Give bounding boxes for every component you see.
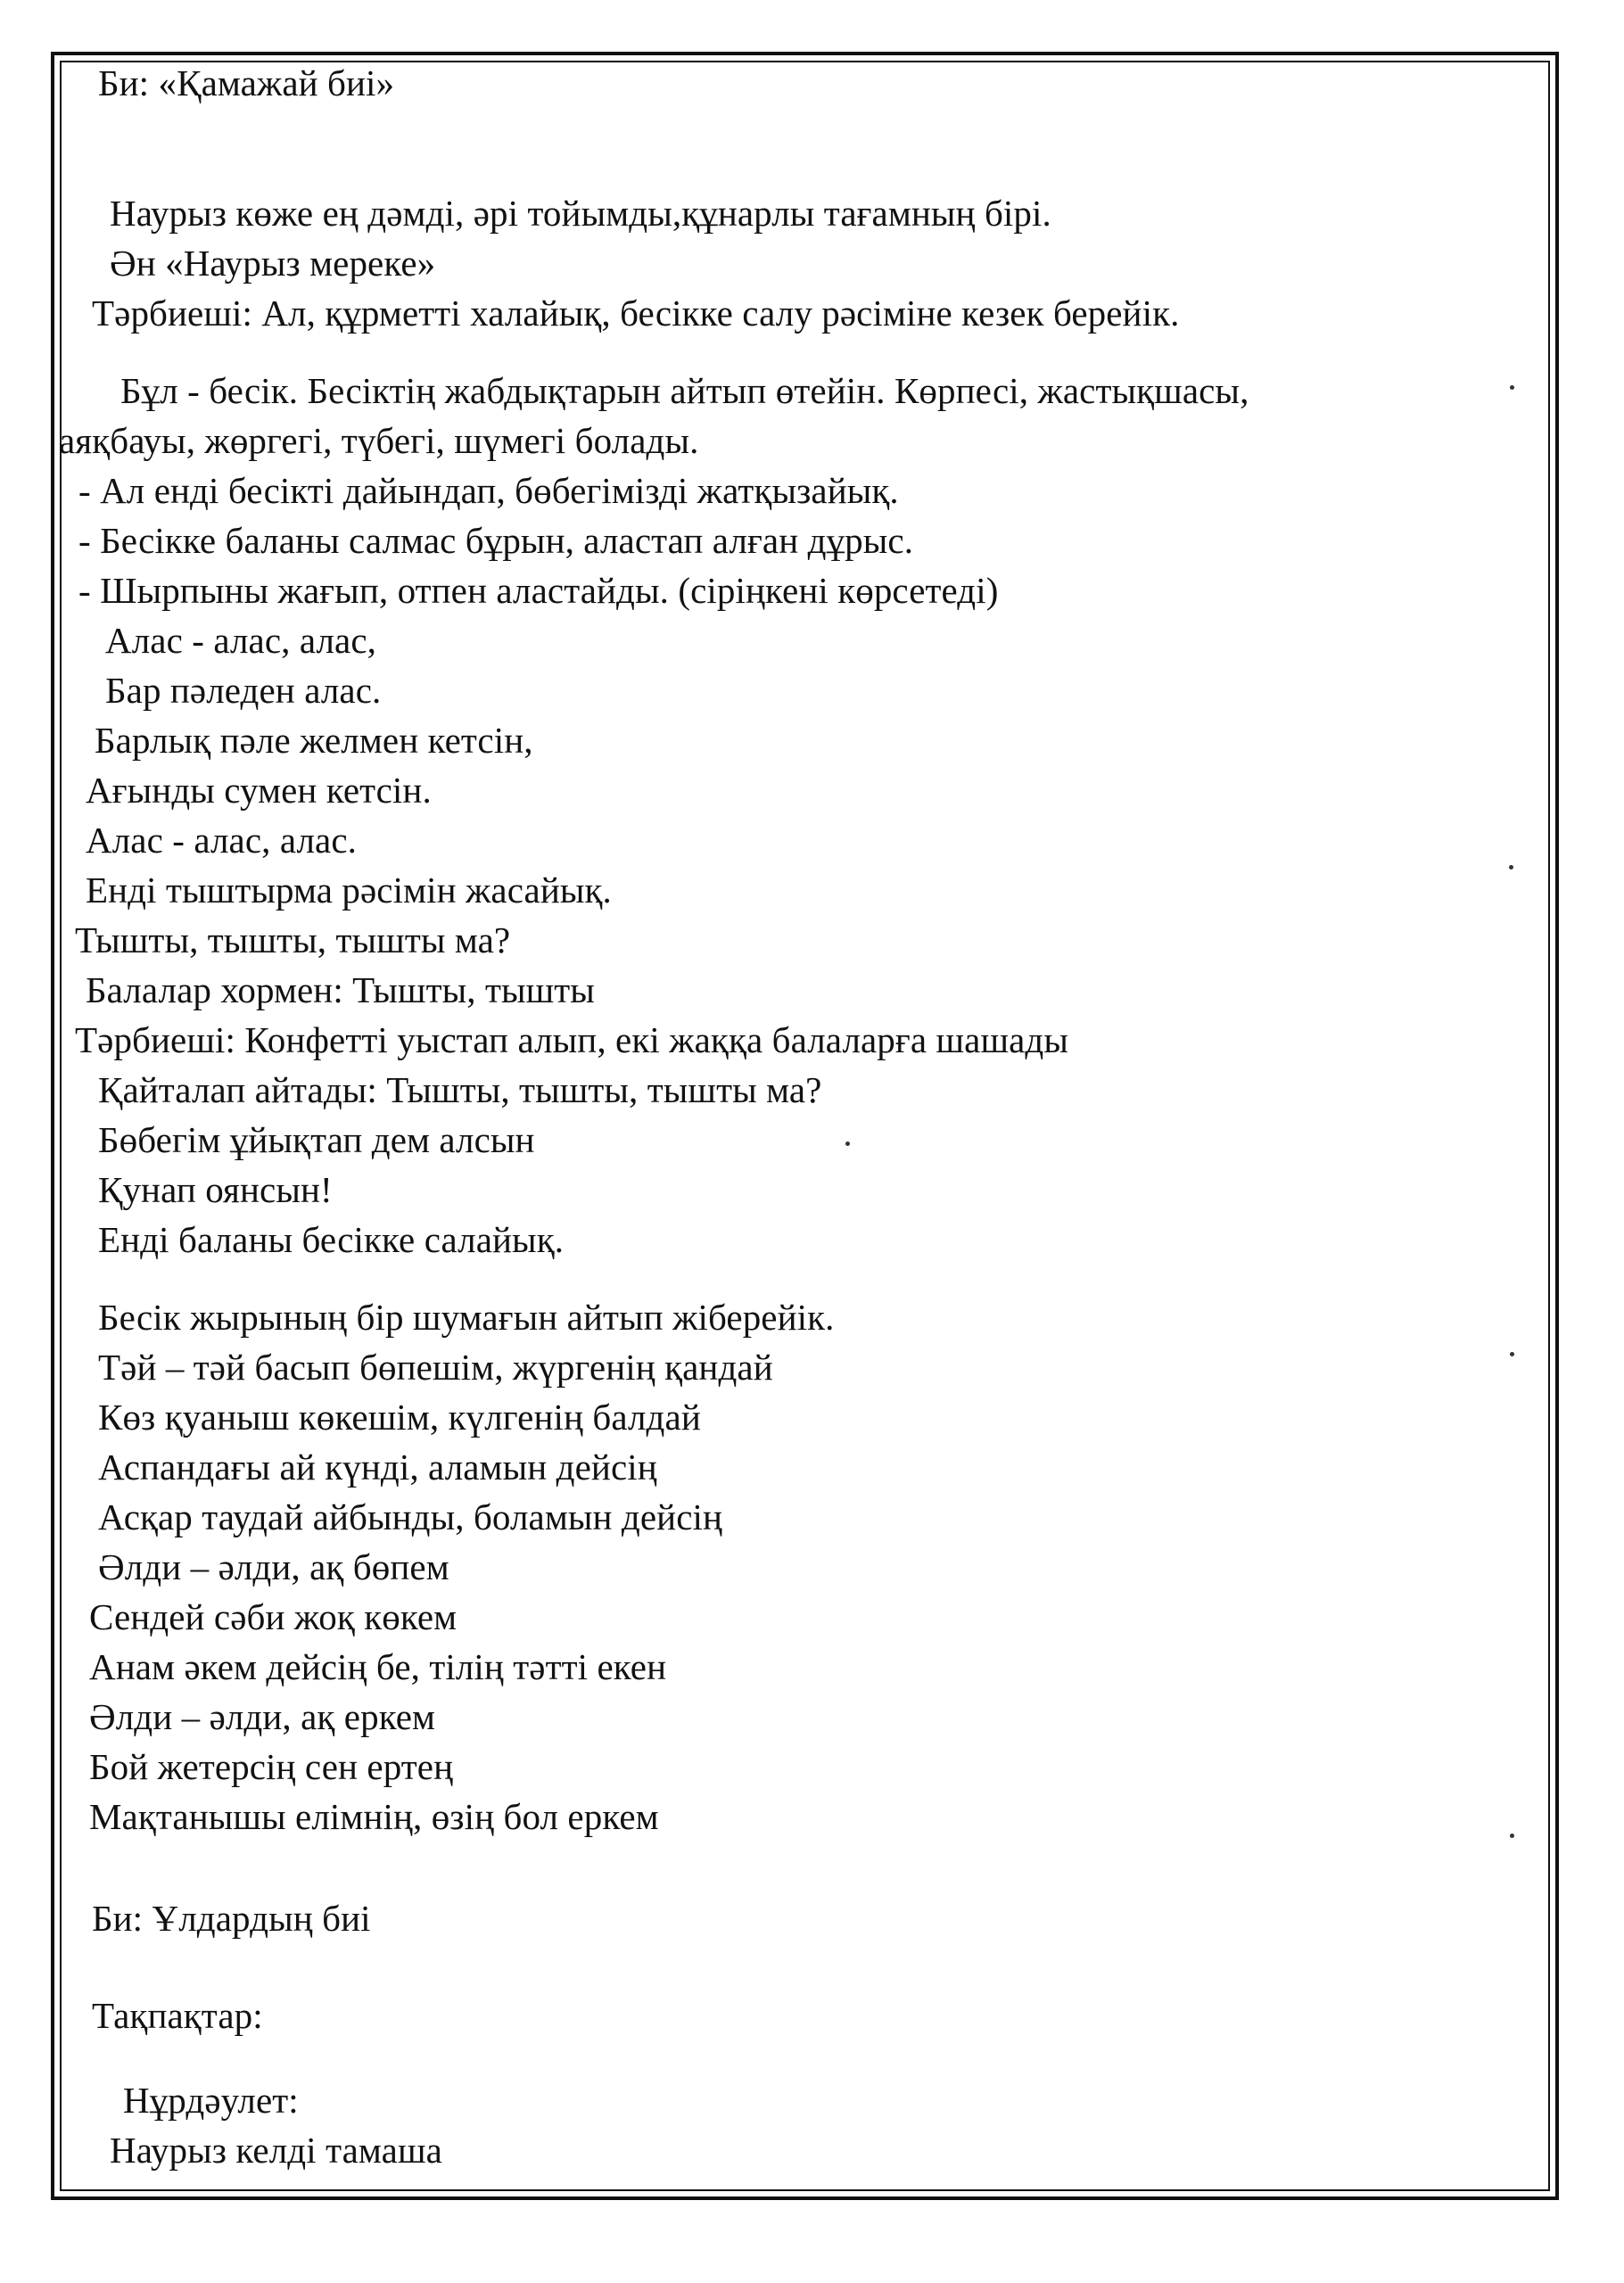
chant-line: Ағынды сумен кетсін.: [86, 770, 432, 811]
text-line: Енді баланы бесікке салайық.: [98, 1219, 565, 1260]
dance-title-kamazhai: Би: «Қамажай биі»: [98, 62, 395, 103]
text-line: аяқбауы, жөргегі, түбегі, шүмегі болады.: [59, 420, 699, 461]
lullaby-line: Аспандағы ай күнді, аламын дейсің: [98, 1446, 657, 1488]
lullaby-line: Асқар таудай айбынды, боламын дейсің: [98, 1496, 723, 1537]
lullaby-line: Анам әкем дейсің бе, тілің тәтті екен: [89, 1646, 667, 1687]
chant-line: Алас - алас, алас,: [105, 620, 376, 661]
text-line: Тышты, тышты, тышты ма?: [75, 919, 511, 960]
text-line: Наурыз көже ең дәмді, әрі тойымды,құнарлы тағамның бірі.: [110, 193, 1051, 234]
text-line: Наурыз келді тамаша: [110, 2130, 442, 2171]
list-item: - Бесікке баланы салмас бұрын, аластап алған дұрыс.: [78, 520, 914, 561]
chant-line: Барлық пәле желмен кетсін,: [95, 720, 533, 761]
list-item: - Шырпыны жағып, отпен аластайды. (сіріңкені көрсетеді): [78, 570, 999, 611]
teacher-line: Тәрбиеші: Ал, құрметті халайық, бесікке салу рәсіміне кезек берейік.: [92, 293, 1180, 334]
lullaby-line: Мақтанышы елімнің, өзің бол еркем: [89, 1796, 659, 1837]
chant-line: Бар пәледен алас.: [105, 670, 382, 711]
lullaby-line: Сендей сәби жоқ көкем: [89, 1596, 458, 1637]
section-heading-takpaktar: Тақпақтар:: [92, 1995, 263, 2036]
text-line: Енді тыштырма рәсімін жасайық.: [86, 870, 612, 911]
scan-speck: [1510, 1352, 1514, 1356]
dance-title-boys: Би: Ұлдардың биі: [92, 1898, 371, 1939]
lullaby-line: Әлди – әлди, ақ бөпем: [98, 1546, 449, 1587]
text-line: Қунап оянсын!: [98, 1169, 333, 1210]
song-title: Ән «Наурыз мереке»: [110, 243, 436, 284]
text-line: Бөбегім ұйықтап дем алсын: [98, 1119, 535, 1160]
scan-speck: [1509, 865, 1513, 870]
text-line: Бұл - бесік. Бесіктің жабдықтарын айтып өтейін. Көрпесі, жастықшасы,: [120, 370, 1249, 411]
scan-speck: [1510, 385, 1514, 390]
children-chorus-line: Балалар хормен: Тышты, тышты: [86, 969, 595, 1010]
text-line: Бесік жырының бір шумағын айтып жіберейік.: [98, 1297, 835, 1338]
speaker-name: Нұрдәулет:: [123, 2080, 299, 2121]
lullaby-line: Әлди – әлди, ақ еркем: [89, 1696, 436, 1737]
lullaby-line: Бой жетерсің сен ертең: [89, 1746, 454, 1787]
teacher-line: Тәрбиеші: Конфетті уыстап алып, екі жаққа балаларға шашады: [75, 1019, 1069, 1060]
scan-speck: [1510, 1834, 1514, 1838]
lullaby-line: Тәй – тәй басып бөпешім, жүргенің қандай: [98, 1347, 773, 1388]
scan-speck: [845, 1142, 850, 1146]
list-item: - Ал енді бесікті дайындап, бөбегімізді жатқызайық.: [78, 470, 899, 511]
chant-line: Алас - алас, алас.: [86, 820, 357, 861]
lullaby-line: Көз қуаныш көкешім, күлгенің балдай: [98, 1397, 701, 1438]
text-line: Қайталап айтады: Тышты, тышты, тышты ма?: [98, 1069, 822, 1110]
